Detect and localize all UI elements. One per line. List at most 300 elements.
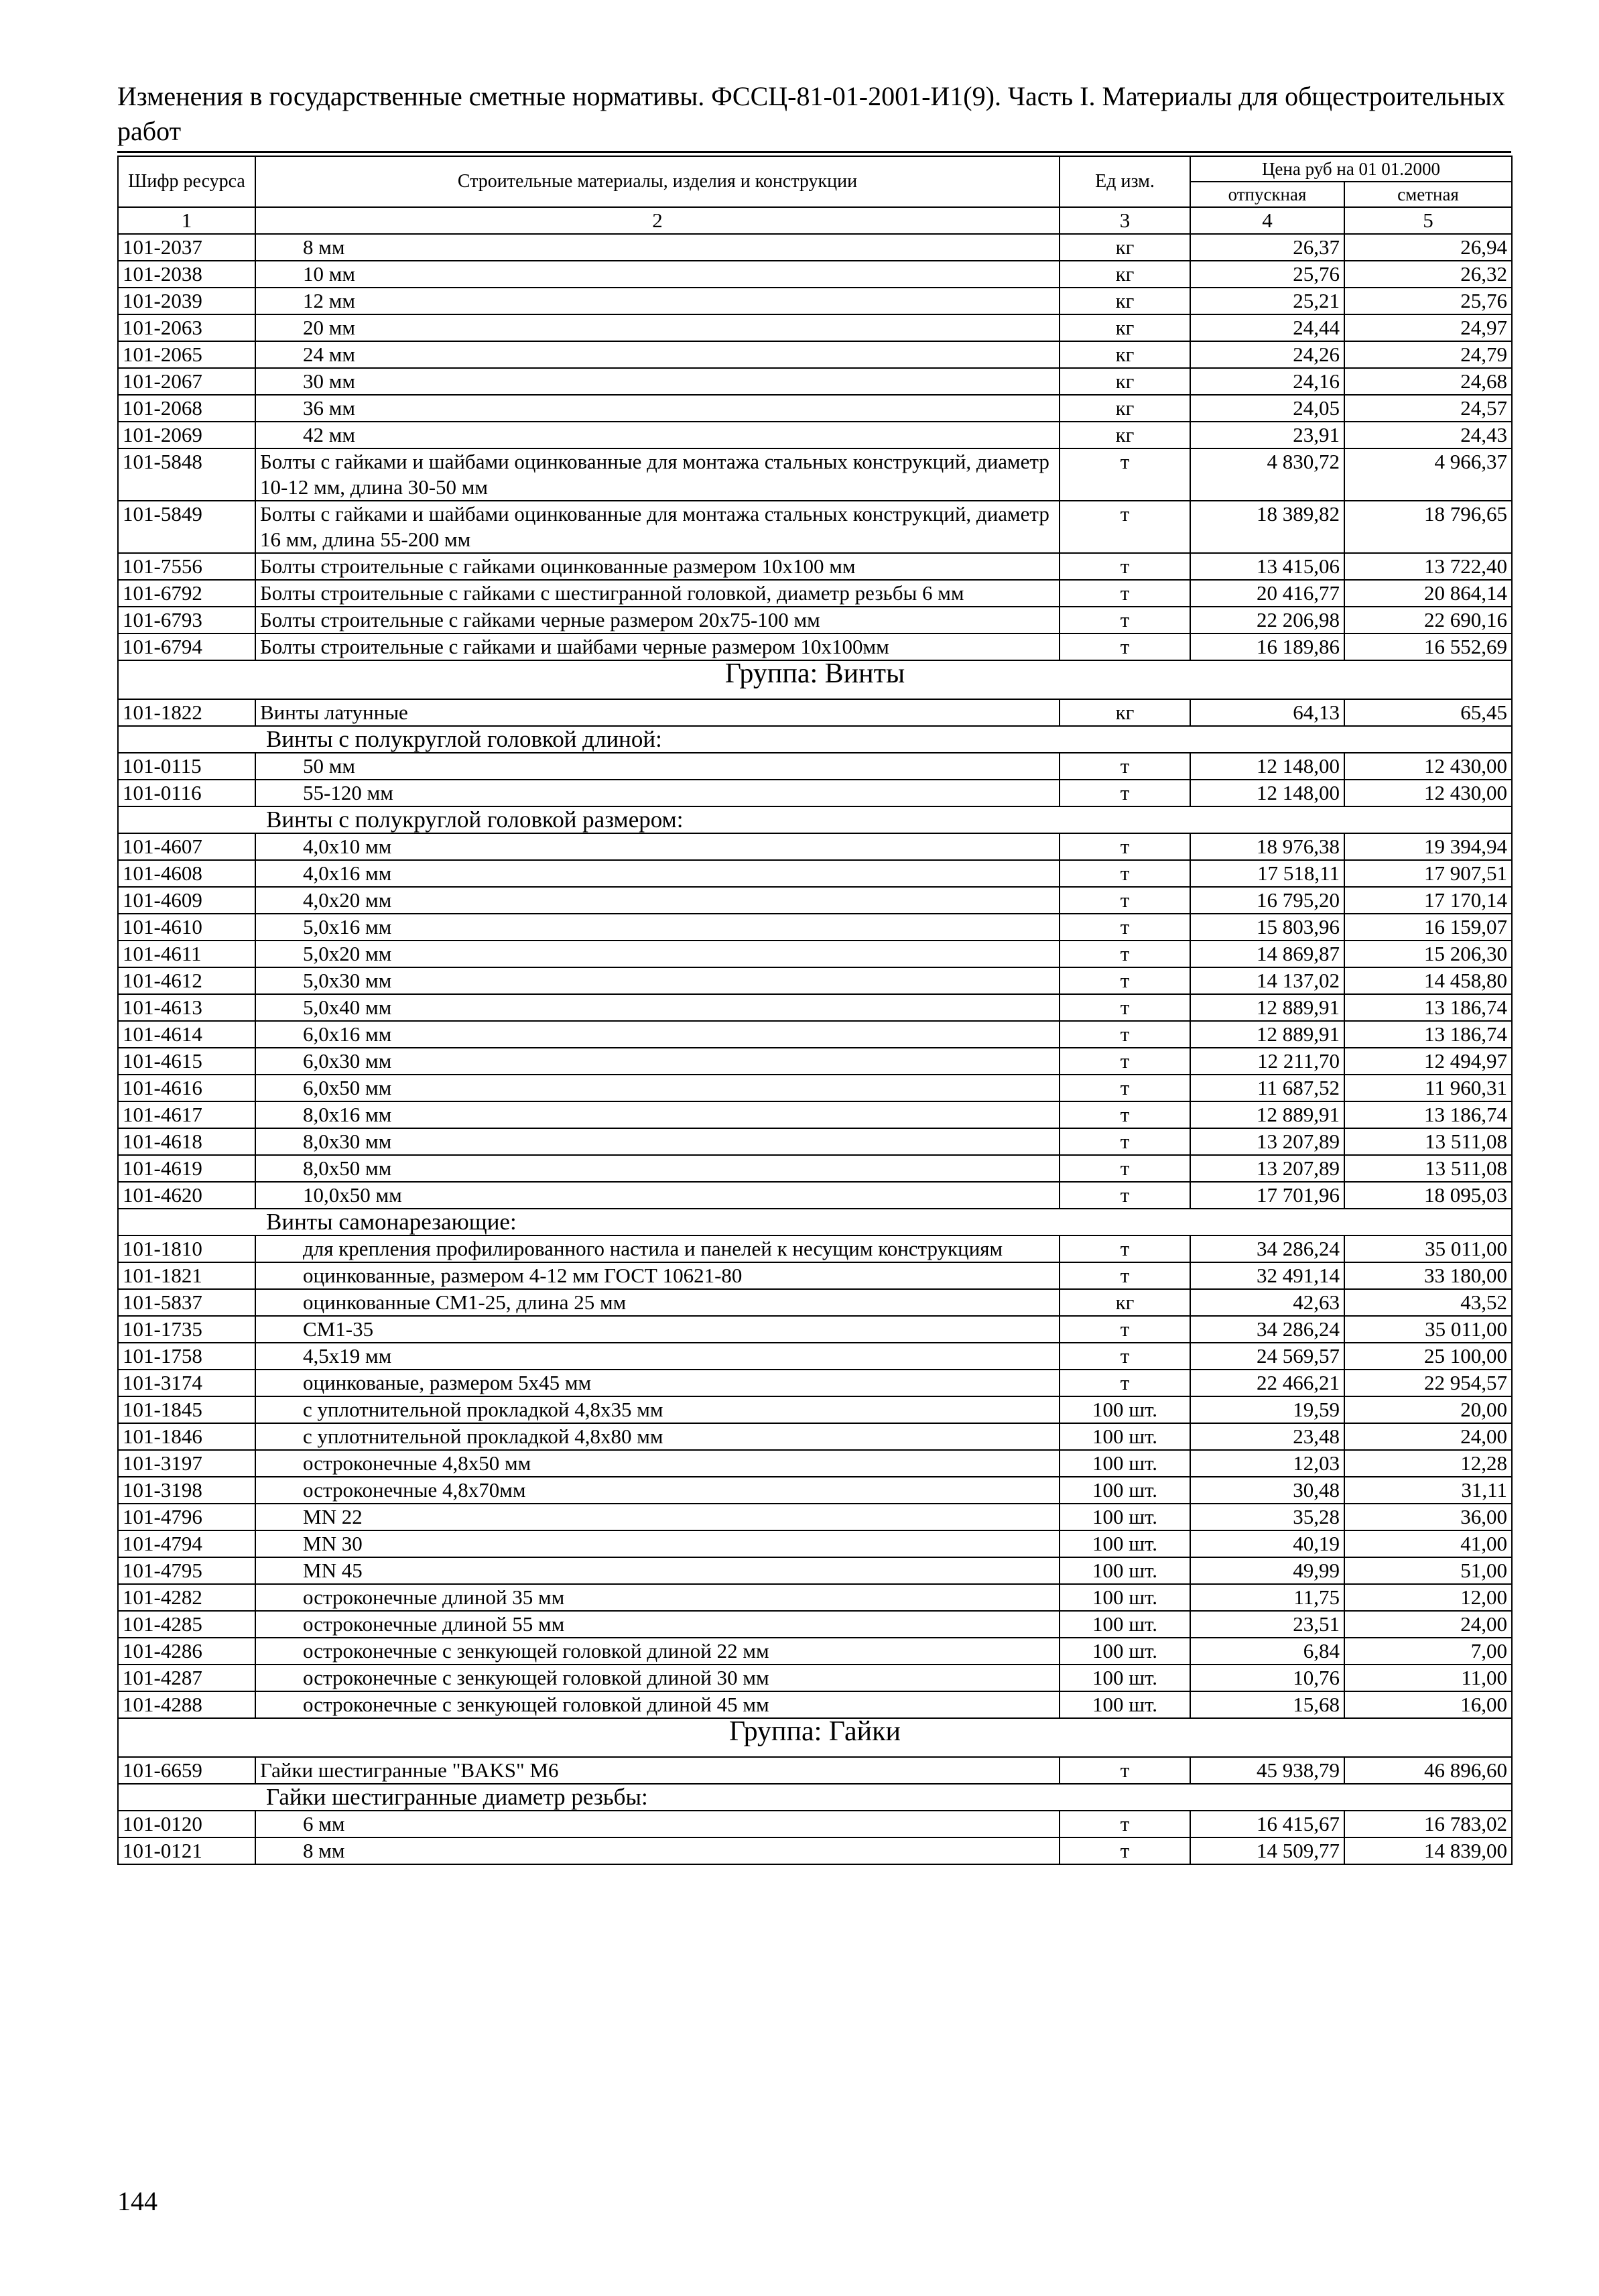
release-price: 12 211,70 bbox=[1190, 1048, 1344, 1075]
estimate-price: 12 494,97 bbox=[1344, 1048, 1512, 1075]
unit-cell: 100 шт. bbox=[1060, 1423, 1190, 1450]
release-price: 23,91 bbox=[1190, 422, 1344, 448]
unit-cell: т bbox=[1060, 833, 1190, 860]
table-header bbox=[118, 156, 1512, 207]
col-header-name: Строительные материалы, изделия и конструкции bbox=[255, 156, 1060, 207]
release-price: 13 415,06 bbox=[1190, 553, 1344, 580]
col-header-code: Шифр ресурса bbox=[118, 156, 255, 207]
material-name: 50 мм bbox=[255, 753, 1060, 780]
estimate-price: 15 206,30 bbox=[1344, 941, 1512, 967]
unit-cell: т bbox=[1060, 1370, 1190, 1396]
material-name: 8,0х50 мм bbox=[255, 1155, 1060, 1182]
release-price: 13 207,89 bbox=[1190, 1128, 1344, 1155]
unit-cell: т bbox=[1060, 553, 1190, 580]
unit-cell: кг bbox=[1060, 314, 1190, 341]
release-price: 24,26 bbox=[1190, 341, 1344, 368]
release-price: 14 869,87 bbox=[1190, 941, 1344, 967]
release-price: 11,75 bbox=[1190, 1584, 1344, 1611]
table-row bbox=[118, 1837, 1512, 1864]
table-row bbox=[118, 501, 1512, 553]
resource-code: 101-4796 bbox=[118, 1504, 255, 1530]
column-number: 2 bbox=[255, 207, 1060, 234]
estimate-price: 65,45 bbox=[1344, 699, 1512, 726]
resource-code: 101-2037 bbox=[118, 234, 255, 261]
estimate-price: 4 966,37 bbox=[1344, 448, 1512, 501]
estimate-price: 24,68 bbox=[1344, 368, 1512, 395]
resource-code: 101-5849 bbox=[118, 501, 255, 553]
resource-code: 101-6794 bbox=[118, 633, 255, 660]
material-name: 6,0х16 мм bbox=[255, 1021, 1060, 1048]
release-price: 17 518,11 bbox=[1190, 860, 1344, 887]
table-row bbox=[118, 1101, 1512, 1128]
subgroup-heading: Винты самонарезающие: bbox=[118, 1209, 1512, 1235]
col-header-release: отпускная bbox=[1190, 182, 1344, 207]
release-price: 15 803,96 bbox=[1190, 914, 1344, 941]
material-name: 8,0х16 мм bbox=[255, 1101, 1060, 1128]
material-name: 24 мм bbox=[255, 341, 1060, 368]
material-name: 4,0х10 мм bbox=[255, 833, 1060, 860]
resource-code: 101-2067 bbox=[118, 368, 255, 395]
estimate-price: 18 796,65 bbox=[1344, 501, 1512, 553]
estimate-price: 16 159,07 bbox=[1344, 914, 1512, 941]
resource-code: 101-1735 bbox=[118, 1316, 255, 1343]
unit-cell: кг bbox=[1060, 422, 1190, 448]
material-name: Болты строительные с гайками и шайбами черные размером 10х100мм bbox=[255, 633, 1060, 660]
release-price: 18 976,38 bbox=[1190, 833, 1344, 860]
estimate-price: 24,79 bbox=[1344, 341, 1512, 368]
unit-cell: т bbox=[1060, 941, 1190, 967]
resource-code: 101-4611 bbox=[118, 941, 255, 967]
subgroup-heading: Винты с полукруглой головкой размером: bbox=[118, 806, 1512, 833]
release-price: 14 509,77 bbox=[1190, 1837, 1344, 1864]
resource-code: 101-4287 bbox=[118, 1665, 255, 1691]
release-price: 20 416,77 bbox=[1190, 580, 1344, 607]
estimate-price: 41,00 bbox=[1344, 1530, 1512, 1557]
estimate-price: 36,00 bbox=[1344, 1504, 1512, 1530]
resource-code: 101-4617 bbox=[118, 1101, 255, 1128]
resource-code: 101-4612 bbox=[118, 967, 255, 994]
release-price: 18 389,82 bbox=[1190, 501, 1344, 553]
table-row bbox=[118, 580, 1512, 607]
estimate-price: 13 511,08 bbox=[1344, 1155, 1512, 1182]
table-row bbox=[118, 314, 1512, 341]
table-row bbox=[118, 1691, 1512, 1718]
material-name: Болты строительные с гайками черные размером 20х75-100 мм bbox=[255, 607, 1060, 633]
material-name: 5,0х40 мм bbox=[255, 994, 1060, 1021]
table-row bbox=[118, 1235, 1512, 1262]
material-name: 8 мм bbox=[255, 234, 1060, 261]
group-heading-row bbox=[118, 1718, 1512, 1757]
release-price: 26,37 bbox=[1190, 234, 1344, 261]
material-name: 36 мм bbox=[255, 395, 1060, 422]
unit-cell: 100 шт. bbox=[1060, 1530, 1190, 1557]
resource-code: 101-4616 bbox=[118, 1075, 255, 1101]
release-price: 6,84 bbox=[1190, 1638, 1344, 1665]
material-name: 6,0х50 мм bbox=[255, 1075, 1060, 1101]
release-price: 12 889,91 bbox=[1190, 994, 1344, 1021]
table-row bbox=[118, 1048, 1512, 1075]
table-row bbox=[118, 1530, 1512, 1557]
resource-code: 101-4288 bbox=[118, 1691, 255, 1718]
table-row bbox=[118, 1021, 1512, 1048]
table-body bbox=[118, 207, 1512, 1864]
table-row bbox=[118, 1638, 1512, 1665]
unit-cell: т bbox=[1060, 1235, 1190, 1262]
estimate-price: 24,00 bbox=[1344, 1423, 1512, 1450]
resource-code: 101-4282 bbox=[118, 1584, 255, 1611]
unit-cell: 100 шт. bbox=[1060, 1557, 1190, 1584]
col-header-unit: Ед изм. bbox=[1060, 156, 1190, 207]
resource-code: 101-4614 bbox=[118, 1021, 255, 1048]
table-row bbox=[118, 1316, 1512, 1343]
estimate-price: 25,76 bbox=[1344, 288, 1512, 314]
table-row bbox=[118, 1370, 1512, 1396]
table-row bbox=[118, 341, 1512, 368]
column-number: 3 bbox=[1060, 207, 1190, 234]
estimate-price: 12 430,00 bbox=[1344, 753, 1512, 780]
resource-code: 101-1845 bbox=[118, 1396, 255, 1423]
release-price: 16 189,86 bbox=[1190, 633, 1344, 660]
header-rule bbox=[117, 151, 1511, 153]
material-name: остроконечные длиной 55 мм bbox=[255, 1611, 1060, 1638]
estimate-price: 51,00 bbox=[1344, 1557, 1512, 1584]
material-name: остроконечные с зенкующей головкой длиной 22 мм bbox=[255, 1638, 1060, 1665]
release-price: 22 466,21 bbox=[1190, 1370, 1344, 1396]
price-table bbox=[117, 156, 1513, 1865]
table-row bbox=[118, 395, 1512, 422]
estimate-price: 20 864,14 bbox=[1344, 580, 1512, 607]
table-row bbox=[118, 1182, 1512, 1209]
material-name: остроконечные 4,8х70мм bbox=[255, 1477, 1060, 1504]
table-row bbox=[118, 699, 1512, 726]
unit-cell: 100 шт. bbox=[1060, 1584, 1190, 1611]
resource-code: 101-0116 bbox=[118, 780, 255, 806]
resource-code: 101-4615 bbox=[118, 1048, 255, 1075]
resource-code: 101-4795 bbox=[118, 1557, 255, 1584]
table-row bbox=[118, 261, 1512, 288]
resource-code: 101-1810 bbox=[118, 1235, 255, 1262]
estimate-price: 43,52 bbox=[1344, 1289, 1512, 1316]
table-row bbox=[118, 633, 1512, 660]
estimate-price: 26,32 bbox=[1344, 261, 1512, 288]
table-row bbox=[118, 1611, 1512, 1638]
estimate-price: 11 960,31 bbox=[1344, 1075, 1512, 1101]
table-row bbox=[118, 860, 1512, 887]
resource-code: 101-0115 bbox=[118, 753, 255, 780]
subgroup-heading: Гайки шестигранные диаметр резьбы: bbox=[118, 1784, 1512, 1811]
material-name: остроконечные длиной 35 мм bbox=[255, 1584, 1060, 1611]
resource-code: 101-4608 bbox=[118, 860, 255, 887]
unit-cell: кг bbox=[1060, 699, 1190, 726]
unit-cell: т bbox=[1060, 914, 1190, 941]
column-number: 5 bbox=[1344, 207, 1512, 234]
unit-cell: т bbox=[1060, 580, 1190, 607]
resource-code: 101-1821 bbox=[118, 1262, 255, 1289]
table-row bbox=[118, 422, 1512, 448]
resource-code: 101-3174 bbox=[118, 1370, 255, 1396]
estimate-price: 24,57 bbox=[1344, 395, 1512, 422]
release-price: 45 938,79 bbox=[1190, 1757, 1344, 1784]
unit-cell: т bbox=[1060, 1343, 1190, 1370]
material-name: оцинкованные, размером 4-12 мм ГОСТ 10621-80 bbox=[255, 1262, 1060, 1289]
material-name: СМ1-35 bbox=[255, 1316, 1060, 1343]
subgroup-heading-row bbox=[118, 806, 1512, 833]
table-row bbox=[118, 448, 1512, 501]
material-name: 8 мм bbox=[255, 1837, 1060, 1864]
unit-cell: т bbox=[1060, 1101, 1190, 1128]
subgroup-heading-row bbox=[118, 726, 1512, 753]
estimate-price: 24,97 bbox=[1344, 314, 1512, 341]
resource-code: 101-4618 bbox=[118, 1128, 255, 1155]
unit-cell: кг bbox=[1060, 261, 1190, 288]
material-name: Гайки шестигранные "BAKS" М6 bbox=[255, 1757, 1060, 1784]
material-name: 20 мм bbox=[255, 314, 1060, 341]
release-price: 4 830,72 bbox=[1190, 448, 1344, 501]
release-price: 24,05 bbox=[1190, 395, 1344, 422]
resource-code: 101-6793 bbox=[118, 607, 255, 633]
material-name: Болты строительные с гайками с шестигранной головкой, диаметр резьбы 6 мм bbox=[255, 580, 1060, 607]
estimate-price: 22 690,16 bbox=[1344, 607, 1512, 633]
material-name: Винты латунные bbox=[255, 699, 1060, 726]
unit-cell: т bbox=[1060, 1128, 1190, 1155]
release-price: 15,68 bbox=[1190, 1691, 1344, 1718]
estimate-price: 17 907,51 bbox=[1344, 860, 1512, 887]
resource-code: 101-1822 bbox=[118, 699, 255, 726]
material-name: MN 45 bbox=[255, 1557, 1060, 1584]
material-name: 5,0х16 мм bbox=[255, 914, 1060, 941]
material-name: 5,0х30 мм bbox=[255, 967, 1060, 994]
col-header-estimate: сметная bbox=[1344, 182, 1512, 207]
resource-code: 101-6792 bbox=[118, 580, 255, 607]
release-price: 24,44 bbox=[1190, 314, 1344, 341]
unit-cell: т bbox=[1060, 860, 1190, 887]
table-row bbox=[118, 914, 1512, 941]
col-header-price: Цена руб на 01 01.2000 bbox=[1190, 156, 1512, 182]
group-heading: Группа: Винты bbox=[118, 660, 1512, 699]
unit-cell: т bbox=[1060, 1757, 1190, 1784]
estimate-price: 14 458,80 bbox=[1344, 967, 1512, 994]
resource-code: 101-6659 bbox=[118, 1757, 255, 1784]
estimate-price: 14 839,00 bbox=[1344, 1837, 1512, 1864]
release-price: 34 286,24 bbox=[1190, 1235, 1344, 1262]
resource-code: 101-4610 bbox=[118, 914, 255, 941]
table-row bbox=[118, 288, 1512, 314]
unit-cell: т bbox=[1060, 1837, 1190, 1864]
table-row bbox=[118, 941, 1512, 967]
material-name: остроконечные с зенкующей головкой длиной 30 мм bbox=[255, 1665, 1060, 1691]
resource-code: 101-1758 bbox=[118, 1343, 255, 1370]
unit-cell: 100 шт. bbox=[1060, 1638, 1190, 1665]
material-name: оцинкованые, размером 5х45 мм bbox=[255, 1370, 1060, 1396]
material-name: 55-120 мм bbox=[255, 780, 1060, 806]
release-price: 12 148,00 bbox=[1190, 780, 1344, 806]
material-name: 4,0х16 мм bbox=[255, 860, 1060, 887]
material-name: остроконечные 4,8х50 мм bbox=[255, 1450, 1060, 1477]
estimate-price: 46 896,60 bbox=[1344, 1757, 1512, 1784]
unit-cell: т bbox=[1060, 1811, 1190, 1837]
unit-cell: т bbox=[1060, 1048, 1190, 1075]
table-row bbox=[118, 1450, 1512, 1477]
estimate-price: 12,00 bbox=[1344, 1584, 1512, 1611]
unit-cell: 100 шт. bbox=[1060, 1396, 1190, 1423]
unit-cell: 100 шт. bbox=[1060, 1450, 1190, 1477]
estimate-price: 7,00 bbox=[1344, 1638, 1512, 1665]
estimate-price: 19 394,94 bbox=[1344, 833, 1512, 860]
estimate-price: 13 186,74 bbox=[1344, 994, 1512, 1021]
estimate-price: 35 011,00 bbox=[1344, 1316, 1512, 1343]
estimate-price: 12 430,00 bbox=[1344, 780, 1512, 806]
estimate-price: 31,11 bbox=[1344, 1477, 1512, 1504]
column-number: 1 bbox=[118, 207, 255, 234]
release-price: 30,48 bbox=[1190, 1477, 1344, 1504]
release-price: 12 148,00 bbox=[1190, 753, 1344, 780]
release-price: 19,59 bbox=[1190, 1396, 1344, 1423]
release-price: 16 795,20 bbox=[1190, 887, 1344, 914]
table-row bbox=[118, 994, 1512, 1021]
resource-code: 101-7556 bbox=[118, 553, 255, 580]
resource-code: 101-3197 bbox=[118, 1450, 255, 1477]
unit-cell: т bbox=[1060, 1021, 1190, 1048]
column-number-row bbox=[118, 207, 1512, 234]
material-name: MN 22 bbox=[255, 1504, 1060, 1530]
unit-cell: т bbox=[1060, 448, 1190, 501]
estimate-price: 11,00 bbox=[1344, 1665, 1512, 1691]
subgroup-heading: Винты с полукруглой головкой длиной: bbox=[118, 726, 1512, 753]
material-name: 10,0х50 мм bbox=[255, 1182, 1060, 1209]
release-price: 64,13 bbox=[1190, 699, 1344, 726]
estimate-price: 24,00 bbox=[1344, 1611, 1512, 1638]
resource-code: 101-3198 bbox=[118, 1477, 255, 1504]
resource-code: 101-4607 bbox=[118, 833, 255, 860]
material-name: с уплотнительной прокладкой 4,8х80 мм bbox=[255, 1423, 1060, 1450]
table-row bbox=[118, 553, 1512, 580]
table-row bbox=[118, 1128, 1512, 1155]
resource-code: 101-4620 bbox=[118, 1182, 255, 1209]
material-name: 30 мм bbox=[255, 368, 1060, 395]
release-price: 42,63 bbox=[1190, 1289, 1344, 1316]
unit-cell: кг bbox=[1060, 1289, 1190, 1316]
resource-code: 101-1846 bbox=[118, 1423, 255, 1450]
document-title: Изменения в государственные сметные нормативы. ФССЦ-81-01-2001-И1(9). Часть I. Материалы для общестроительных работ bbox=[117, 81, 1505, 146]
material-name: 4,0х20 мм bbox=[255, 887, 1060, 914]
estimate-price: 33 180,00 bbox=[1344, 1262, 1512, 1289]
subgroup-heading-row bbox=[118, 1209, 1512, 1235]
unit-cell: кг bbox=[1060, 368, 1190, 395]
material-name: 6 мм bbox=[255, 1811, 1060, 1837]
release-price: 24 569,57 bbox=[1190, 1343, 1344, 1370]
release-price: 34 286,24 bbox=[1190, 1316, 1344, 1343]
material-name: Болты с гайками и шайбами оцинкованные для монтажа стальных конструкций, диаметр 16 мм, длина 55-200 мм bbox=[255, 501, 1060, 553]
release-price: 12,03 bbox=[1190, 1450, 1344, 1477]
material-name: 42 мм bbox=[255, 422, 1060, 448]
resource-code: 101-0121 bbox=[118, 1837, 255, 1864]
unit-cell: кг bbox=[1060, 395, 1190, 422]
resource-code: 101-5848 bbox=[118, 448, 255, 501]
table-row bbox=[118, 780, 1512, 806]
table-row bbox=[118, 1557, 1512, 1584]
unit-cell: 100 шт. bbox=[1060, 1611, 1190, 1638]
resource-code: 101-4609 bbox=[118, 887, 255, 914]
table-row bbox=[118, 1396, 1512, 1423]
material-name: Болты строительные с гайками оцинкованные размером 10х100 мм bbox=[255, 553, 1060, 580]
release-price: 40,19 bbox=[1190, 1530, 1344, 1557]
release-price: 17 701,96 bbox=[1190, 1182, 1344, 1209]
unit-cell: т bbox=[1060, 994, 1190, 1021]
release-price: 12 889,91 bbox=[1190, 1101, 1344, 1128]
release-price: 25,76 bbox=[1190, 261, 1344, 288]
group-heading: Группа: Гайки bbox=[118, 1718, 1512, 1757]
material-name: 8,0х30 мм bbox=[255, 1128, 1060, 1155]
release-price: 35,28 bbox=[1190, 1504, 1344, 1530]
material-name: 12 мм bbox=[255, 288, 1060, 314]
document-header bbox=[117, 79, 1511, 149]
estimate-price: 35 011,00 bbox=[1344, 1235, 1512, 1262]
unit-cell: кг bbox=[1060, 234, 1190, 261]
release-price: 11 687,52 bbox=[1190, 1075, 1344, 1101]
table-row bbox=[118, 234, 1512, 261]
estimate-price: 24,43 bbox=[1344, 422, 1512, 448]
estimate-price: 16 783,02 bbox=[1344, 1811, 1512, 1837]
resource-code: 101-2068 bbox=[118, 395, 255, 422]
unit-cell: кг bbox=[1060, 288, 1190, 314]
group-heading-row bbox=[118, 660, 1512, 699]
release-price: 22 206,98 bbox=[1190, 607, 1344, 633]
unit-cell: 100 шт. bbox=[1060, 1477, 1190, 1504]
resource-code: 101-4613 bbox=[118, 994, 255, 1021]
resource-code: 101-5837 bbox=[118, 1289, 255, 1316]
table-row bbox=[118, 1155, 1512, 1182]
table-row bbox=[118, 607, 1512, 633]
estimate-price: 25 100,00 bbox=[1344, 1343, 1512, 1370]
resource-code: 101-0120 bbox=[118, 1811, 255, 1837]
table-row bbox=[118, 1477, 1512, 1504]
release-price: 49,99 bbox=[1190, 1557, 1344, 1584]
release-price: 32 491,14 bbox=[1190, 1262, 1344, 1289]
table-row bbox=[118, 1262, 1512, 1289]
material-name: с уплотнительной прокладкой 4,8х35 мм bbox=[255, 1396, 1060, 1423]
material-name: 10 мм bbox=[255, 261, 1060, 288]
unit-cell: т bbox=[1060, 887, 1190, 914]
unit-cell: 100 шт. bbox=[1060, 1504, 1190, 1530]
estimate-price: 16 552,69 bbox=[1344, 633, 1512, 660]
estimate-price: 16,00 bbox=[1344, 1691, 1512, 1718]
resource-code: 101-2038 bbox=[118, 261, 255, 288]
release-price: 13 207,89 bbox=[1190, 1155, 1344, 1182]
estimate-price: 12,28 bbox=[1344, 1450, 1512, 1477]
table-row bbox=[118, 1289, 1512, 1316]
resource-code: 101-4286 bbox=[118, 1638, 255, 1665]
release-price: 25,21 bbox=[1190, 288, 1344, 314]
unit-cell: кг bbox=[1060, 341, 1190, 368]
release-price: 23,51 bbox=[1190, 1611, 1344, 1638]
table-row bbox=[118, 967, 1512, 994]
table-row bbox=[118, 368, 1512, 395]
estimate-price: 22 954,57 bbox=[1344, 1370, 1512, 1396]
resource-code: 101-4285 bbox=[118, 1611, 255, 1638]
table-row bbox=[118, 833, 1512, 860]
unit-cell: т bbox=[1060, 1262, 1190, 1289]
subgroup-heading-row bbox=[118, 1784, 1512, 1811]
material-name: 5,0х20 мм bbox=[255, 941, 1060, 967]
unit-cell: т bbox=[1060, 633, 1190, 660]
unit-cell: т bbox=[1060, 753, 1190, 780]
table-row bbox=[118, 887, 1512, 914]
material-name: 6,0х30 мм bbox=[255, 1048, 1060, 1075]
table-row bbox=[118, 1504, 1512, 1530]
estimate-price: 20,00 bbox=[1344, 1396, 1512, 1423]
estimate-price: 26,94 bbox=[1344, 234, 1512, 261]
estimate-price: 13 511,08 bbox=[1344, 1128, 1512, 1155]
